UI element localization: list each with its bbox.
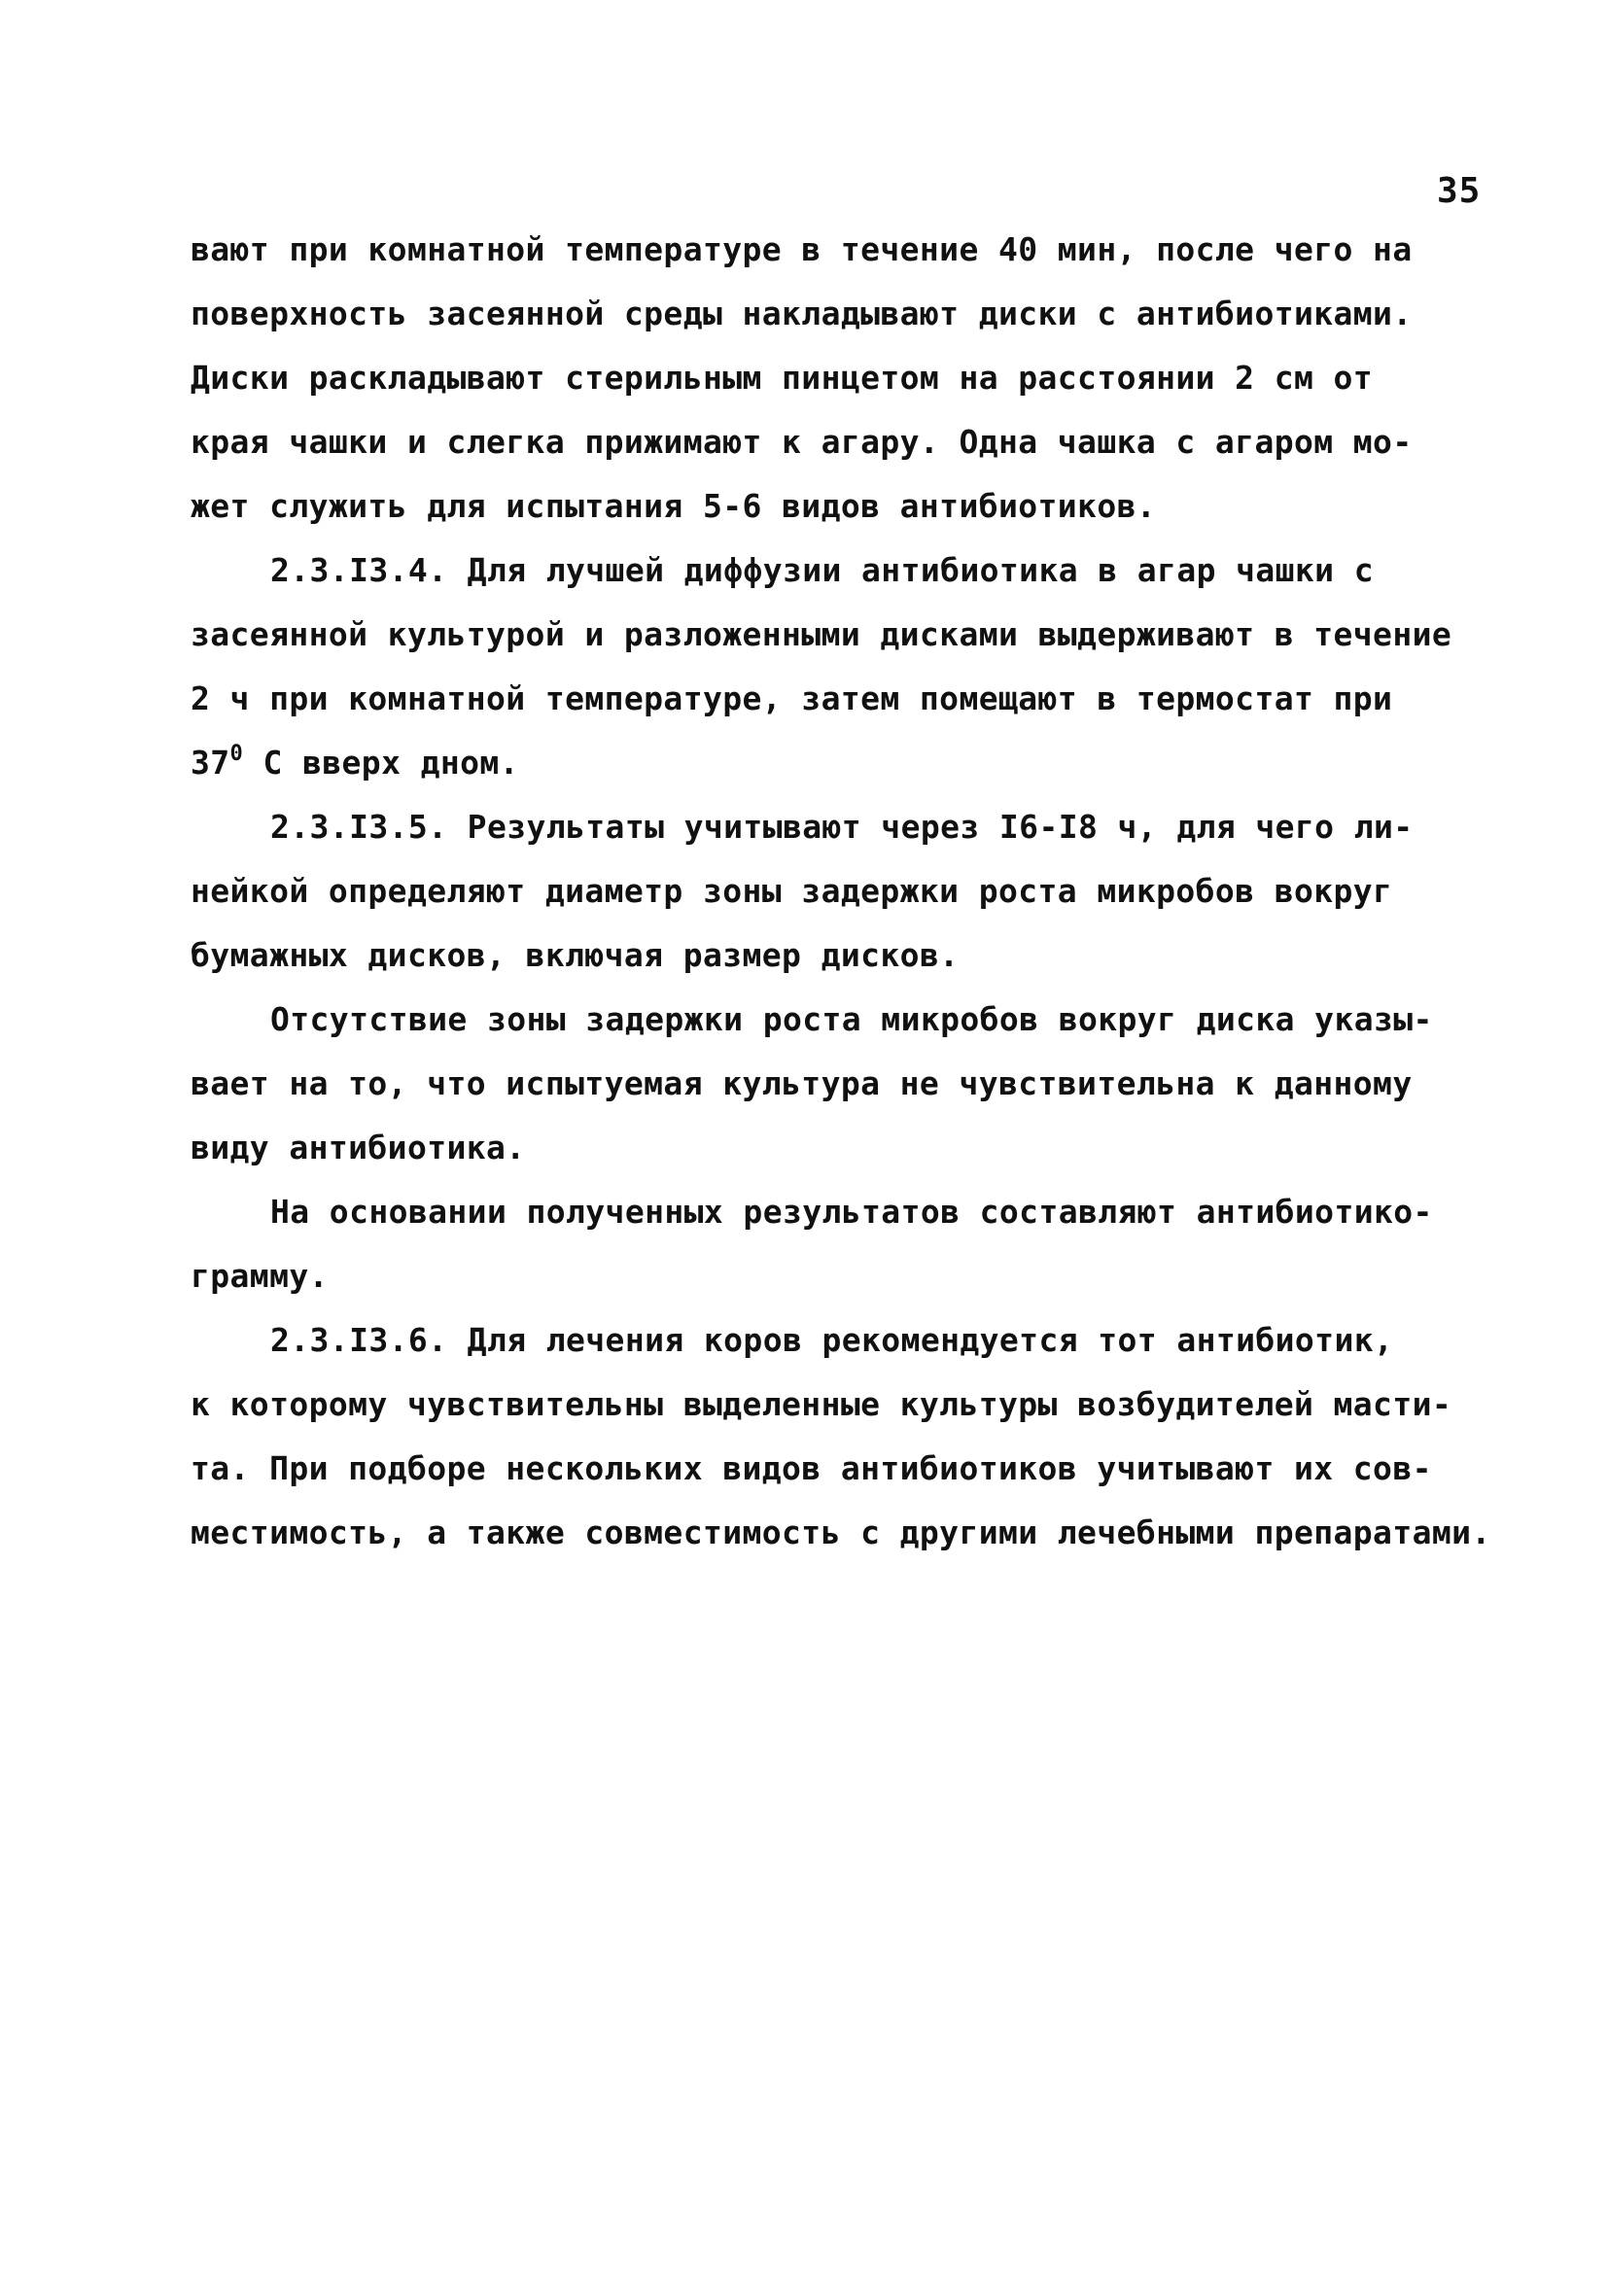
- text-line-with-superscript: [191, 731, 1513, 795]
- text-line: края чашки и слегка прижимают к агару. Одна чашка с агаром мо-: [191, 423, 1413, 461]
- paragraph-2-3-13-5-start: 2.3.I3.5. Результаты учитывают через I6-I8 ч, для чего ли-: [270, 808, 1414, 846]
- text-line: виду антибиотика.: [191, 1129, 526, 1166]
- text-line: к которому чувствительны выделенные культуры возбудителей масти-: [191, 1385, 1452, 1423]
- text-line: поверхность засеянной среды накладывают диски с антибиотиками.: [191, 295, 1413, 332]
- document-body: [191, 218, 1513, 1565]
- paragraph-2-3-13-6-start: 2.3.I3.6. Для лечения коров рекомендуется тот антибиотик,: [270, 1321, 1394, 1359]
- paragraph-absence-start: Отсутствие зоны задержки роста микробов вокруг диска указы-: [270, 1000, 1433, 1038]
- text-fragment: С вверх дном.: [243, 744, 519, 782]
- text-line: бумажных дисков, включая размер дисков.: [191, 936, 960, 974]
- text-line: вают при комнатной температуре в течение 40 мин, после чего на: [191, 230, 1413, 268]
- text-line: Диски раскладывают стерильным пинцетом на расстоянии 2 см от: [191, 359, 1374, 397]
- page-number: 35: [1437, 171, 1482, 211]
- text-line: та. При подборе нескольких видов антибиотиков учитывают их сов-: [191, 1449, 1432, 1487]
- text-line: грамму.: [191, 1257, 329, 1295]
- text-line: нейкой определяют диаметр зоны задержки роста микробов вокруг: [191, 872, 1393, 910]
- text-line: жет служить для испытания 5-6 видов антибиотиков.: [191, 487, 1157, 525]
- text-line: 2 ч при комнатной температуре, затем помещают в термостат при: [191, 679, 1393, 717]
- temperature-value: 37: [191, 744, 230, 782]
- paragraph-results-start: На основании полученных результатов составляют антибиотико-: [270, 1193, 1433, 1231]
- text-line: засеянной культурой и разложенными дисками выдерживают в течение: [191, 615, 1452, 653]
- text-line: вает на то, что испытуемая культура не чувствительна к данному: [191, 1064, 1413, 1102]
- text-line: местимость, а также совместимость с другими лечебными препаратами.: [191, 1513, 1491, 1551]
- degree-superscript: 0: [229, 742, 244, 766]
- paragraph-2-3-13-4-start: 2.3.I3.4. Для лучшей диффузии антибиотика в агар чашки с: [270, 551, 1374, 589]
